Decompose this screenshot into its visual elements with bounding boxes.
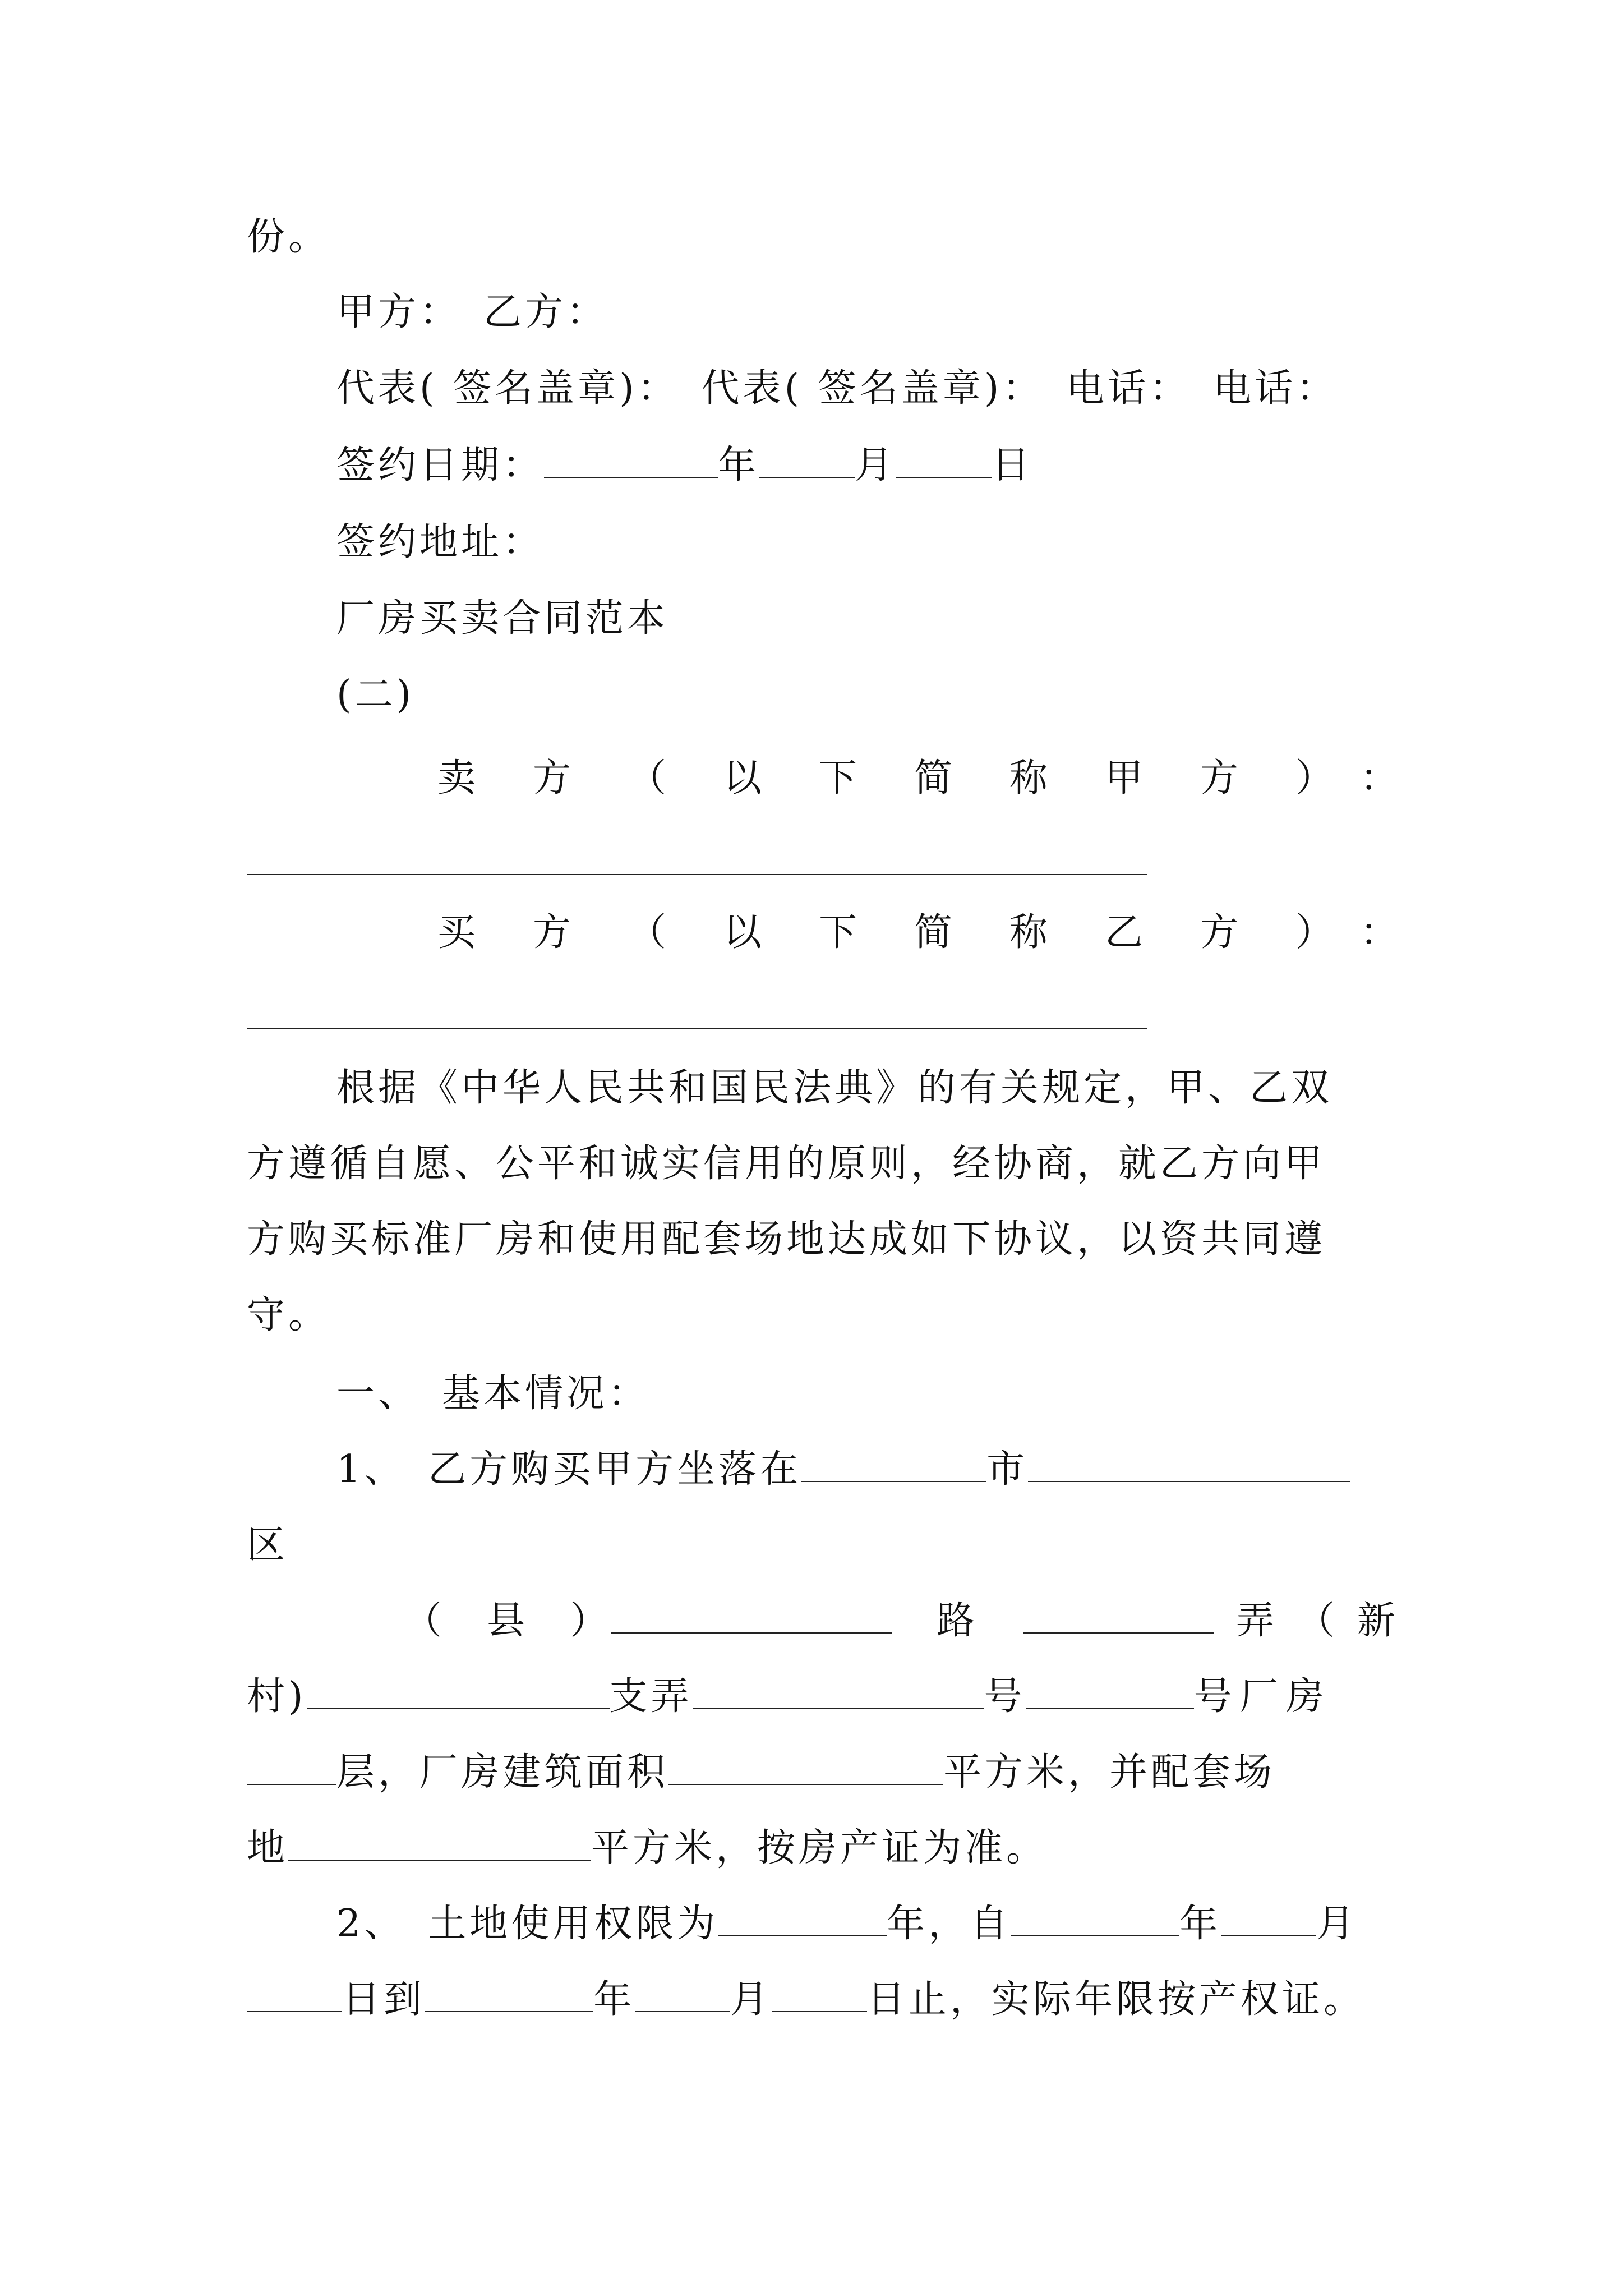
item1-line-3 (404, 1596, 1418, 1646)
lane-label: 弄（新 (1236, 1599, 1418, 1643)
year-blank (544, 444, 718, 478)
seller-char: 卖 (437, 756, 476, 800)
seller-char: 甲 (1105, 756, 1144, 800)
village-blank (307, 1676, 610, 1709)
intro-line-4: 守。 (247, 1293, 330, 1337)
start-day-label: 日到 (342, 1977, 426, 2022)
buyer-char: ） (1295, 910, 1334, 955)
buyer-char: （ (628, 910, 667, 955)
plant-number-label: 号厂房 (1193, 1674, 1332, 1719)
item1-line-4 (247, 1672, 1332, 1722)
start-month-label: 月 (1316, 1902, 1358, 1946)
month-label: 月 (855, 443, 897, 487)
buyer-char: 方 (533, 910, 571, 955)
document-title: 厂房买卖合同范本 (336, 596, 669, 641)
district-blank (1028, 1448, 1350, 1482)
representatives-line: 代表( 签名盖章)： 代表( 签名盖章)： 电话： 电话： (336, 366, 1338, 411)
seller-fill-line (247, 874, 1147, 875)
end-year-blank (425, 1978, 593, 2012)
years-label: 年，自 (887, 1902, 1012, 1946)
intro-line-2: 方遵循自愿、公平和诚实信用的原则，经协商，就乙方向甲 (247, 1142, 1326, 1186)
buyer-char: 方 (1200, 910, 1239, 955)
start-year-label: 年 (1179, 1902, 1221, 1946)
item2-line-1 (336, 1899, 1358, 1949)
buyer-char: 买 (437, 910, 476, 955)
floor-label: 层，厂房建筑面积 (336, 1750, 669, 1795)
buyer-char: 以 (723, 910, 762, 955)
city-label: 市 (986, 1447, 1029, 1492)
site-label: 地 (247, 1826, 289, 1870)
years-blank (718, 1903, 887, 1936)
city-blank (801, 1448, 986, 1482)
seller-char: 下 (819, 756, 857, 800)
seller-char: （ (628, 756, 667, 800)
site-area-label: 平方米，按房产证为准。 (591, 1826, 1048, 1870)
road-blank (1023, 1600, 1214, 1634)
item1-line-6 (247, 1823, 1048, 1874)
road-label: 路 (937, 1599, 979, 1643)
item1-line-1 (336, 1444, 1350, 1495)
parties-line: 甲方： 乙方： (336, 290, 608, 334)
item1-line-5 (247, 1747, 1275, 1798)
signing-date-line (336, 440, 1033, 491)
buyer-char: 下 (819, 910, 857, 955)
buyer-char: 乙 (1105, 910, 1144, 955)
seller-char: 方 (533, 756, 571, 800)
start-year-blank (1011, 1903, 1179, 1936)
county-label: （ 县 ） (404, 1599, 612, 1643)
number-label: 号 (984, 1674, 1026, 1719)
sublane-label: 支弄 (609, 1674, 693, 1719)
section-heading: 一、 基本情况： (336, 1372, 650, 1416)
intro-line-1: 根据《中华人民共和国民法典》的有关规定，甲、乙双 (336, 1066, 1333, 1110)
buyer-char: ： (1360, 910, 1399, 955)
item1-text: 1、 乙方购买甲方坐落在 (336, 1447, 802, 1492)
end-month-label: 月 (730, 1977, 772, 2022)
seller-char: ） (1295, 756, 1334, 800)
area-label: 平方米，并配套场 (943, 1750, 1276, 1795)
item2-text: 2、 土地使用权限为 (336, 1902, 719, 1946)
year-label: 年 (718, 443, 760, 487)
buyer-fill-line (247, 1028, 1147, 1029)
seller-char: 简 (914, 756, 953, 800)
number-blank (1026, 1676, 1194, 1709)
start-month-blank (1221, 1903, 1316, 1936)
intro-line-3: 方购买标准厂房和使用配套场地达成如下协议，以资共同遵 (247, 1217, 1326, 1262)
day-label: 日 (992, 443, 1034, 487)
start-day-blank (247, 1978, 342, 2012)
buyer-char: 称 (1009, 910, 1048, 955)
signing-date-label: 签约日期： (336, 443, 545, 487)
end-day-label: 日止，实际年限按产权证。 (867, 1977, 1366, 2022)
signing-place-line: 签约地址： (336, 520, 545, 564)
end-month-blank (635, 1978, 730, 2012)
sublane-blank (693, 1676, 984, 1709)
county-blank (611, 1600, 892, 1634)
end-year-label: 年 (593, 1977, 635, 2022)
seller-char: 称 (1009, 756, 1048, 800)
seller-char: ： (1360, 756, 1399, 800)
day-blank (896, 444, 992, 478)
document-subtitle: (二) (336, 673, 415, 717)
seller-char: 方 (1200, 756, 1239, 800)
item1-line-2: 区 (247, 1523, 289, 1567)
buyer-char: 简 (914, 910, 953, 955)
seller-char: 以 (723, 756, 762, 800)
end-day-blank (772, 1978, 867, 2012)
village-label: 村) (247, 1674, 307, 1719)
item2-line-2 (247, 1975, 1365, 2025)
text-line-fen: 份。 (247, 215, 330, 259)
site-area-blank (288, 1827, 591, 1861)
area-blank (668, 1751, 943, 1785)
floor-blank (247, 1751, 336, 1785)
month-blank (759, 444, 855, 478)
